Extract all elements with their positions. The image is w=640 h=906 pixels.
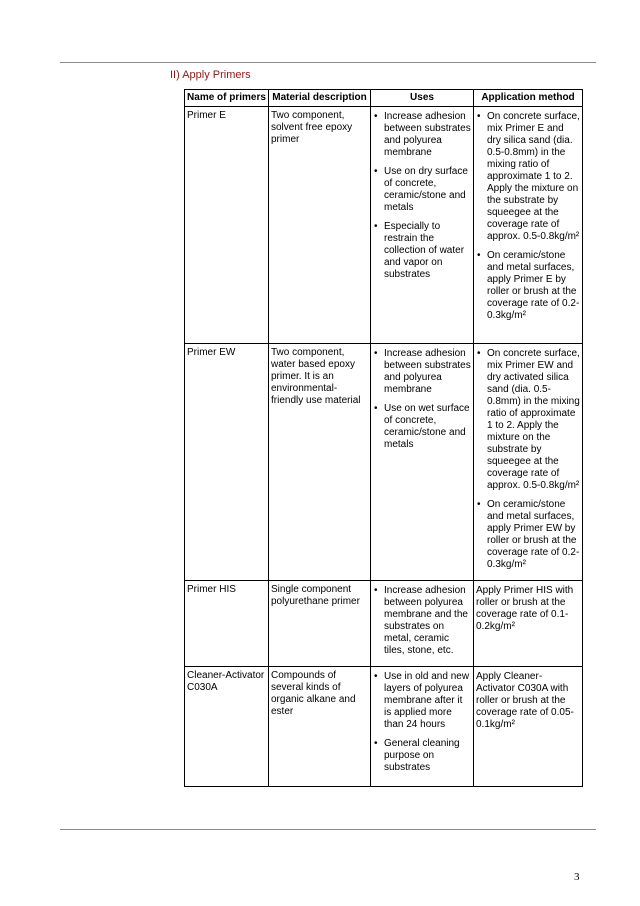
material-description: Two component, solvent free epoxy primer bbox=[269, 107, 371, 344]
primer-name: Primer E bbox=[185, 107, 269, 344]
uses-cell bbox=[371, 344, 474, 581]
application-item: • On ceramic/stone and metal surfaces, apply Primer E by roller or brush at the coverage rate of 0.2-0.3kg/m² bbox=[476, 250, 580, 322]
uses-cell bbox=[371, 667, 474, 787]
use-item: • Increase adhesion between polyurea membrane and the substrates on metal, ceramic tiles, stone, etc. bbox=[373, 585, 471, 657]
table-row bbox=[185, 344, 583, 581]
uses-cell bbox=[371, 107, 474, 344]
application-cell bbox=[474, 107, 583, 344]
application-item: • On ceramic/stone and metal surfaces, apply Primer EW by roller or brush at the coverage rate of 0.2-0.3kg/m² bbox=[476, 499, 580, 571]
header-material-description: Material description bbox=[269, 90, 371, 107]
page-number: 3 bbox=[574, 871, 580, 883]
application-cell bbox=[474, 581, 583, 667]
table-row bbox=[185, 581, 583, 667]
application-cell bbox=[474, 344, 583, 581]
application-cell bbox=[474, 667, 583, 787]
use-item: • General cleaning purpose on substrates bbox=[373, 738, 471, 774]
use-item: • Increase adhesion between substrates and polyurea membrane bbox=[373, 348, 471, 396]
use-item: • Especially to restrain the collection of water and vapor on substrates bbox=[373, 221, 471, 281]
header-rule bbox=[60, 62, 596, 63]
uses-cell bbox=[371, 581, 474, 667]
primer-name: Primer EW bbox=[185, 344, 269, 581]
application-text: Apply Cleaner-Activator C030A with roller or brush at the coverage rate of 0.05-0.1kg/m² bbox=[476, 671, 574, 730]
primer-name: Primer HIS bbox=[185, 581, 269, 667]
header-uses: Uses bbox=[371, 90, 474, 107]
table-row bbox=[185, 107, 583, 344]
footer-rule bbox=[60, 829, 596, 830]
use-item: • Use in old and new layers of polyurea membrane after it is applied more than 24 hours bbox=[373, 671, 471, 731]
primer-name: Cleaner-Activator C030A bbox=[185, 667, 269, 787]
use-item: • Use on wet surface of concrete, ceramic/stone and metals bbox=[373, 403, 471, 451]
use-item: • Increase adhesion between substrates and polyurea membrane bbox=[373, 111, 471, 159]
application-text: Apply Primer HIS with roller or brush at the coverage rate of 0.1-0.2kg/m² bbox=[476, 585, 574, 632]
application-item: • On concrete surface, mix Primer E and dry silica sand (dia. 0.5-0.8mm) in the mixing ratio of approximate 1 to 2. Apply the mixture on the substrate by squeegee at the coverage rate of approx. 0.5-0.8kg/m² bbox=[476, 111, 580, 243]
header-name-of-primers: Name of primers bbox=[185, 90, 269, 107]
use-item: • Use on dry surface of concrete, ceramic/stone and metals bbox=[373, 166, 471, 214]
section-heading: II) Apply Primers bbox=[170, 69, 251, 81]
material-description: Single component polyurethane primer bbox=[269, 581, 371, 667]
header-application-method: Application method bbox=[474, 90, 583, 107]
primers-table bbox=[184, 89, 583, 787]
table-row bbox=[185, 667, 583, 787]
application-item: • On concrete surface, mix Primer EW and dry activated silica sand (dia. 0.5-0.8mm) in the mixing ratio of approximate 1 to 2. Apply the mixture on the substrate by squeegee at the coverage rate of approx. 0.5-0.8kg/m² bbox=[476, 348, 580, 492]
table-header-row bbox=[185, 90, 583, 107]
material-description: Compounds of several kinds of organic alkane and ester bbox=[269, 667, 371, 787]
material-description: Two component, water based epoxy primer. It is an environmental-friendly use material bbox=[269, 344, 371, 581]
